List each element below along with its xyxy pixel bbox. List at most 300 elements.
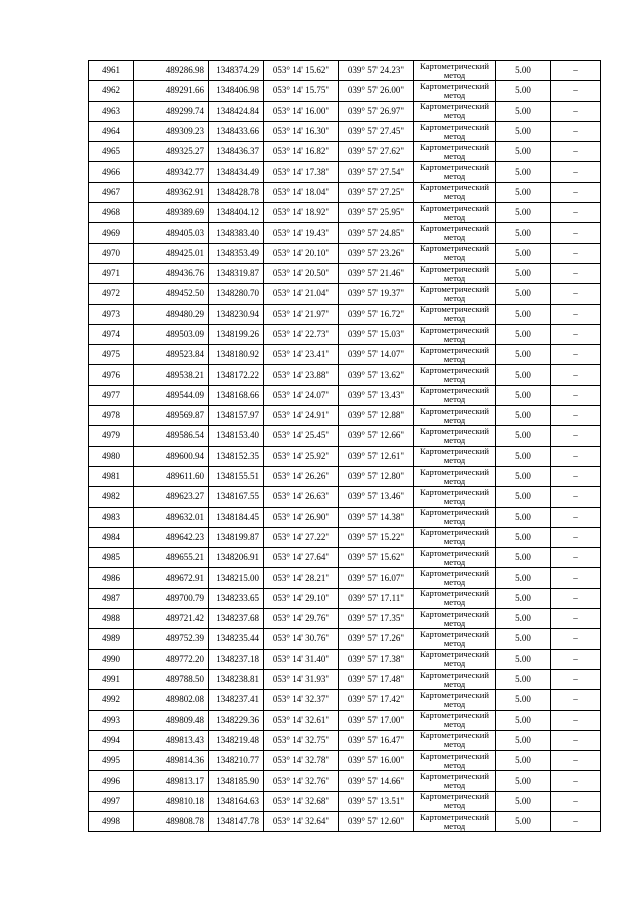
method-cell: Картометрический метод [414,527,496,547]
precision-cell: 5.00 [496,669,551,689]
y-coordinate-cell: 1348184.45 [209,507,264,527]
longitude-cell: 039° 57' 24.23" [339,61,414,81]
longitude-cell: 039° 57' 21.46" [339,263,414,283]
latitude-cell: 053° 14' 30.76" [264,629,339,649]
table-row [89,406,601,426]
longitude-cell: 039° 57' 13.62" [339,365,414,385]
table-row [89,365,601,385]
method-cell: Картометрический метод [414,466,496,486]
method-cell: Картометрический метод [414,446,496,466]
method-cell: Картометрический метод [414,771,496,791]
table-row [89,588,601,608]
x-coordinate-cell: 489810.18 [134,791,209,811]
method-cell: Картометрический метод [414,426,496,446]
method-cell: Картометрический метод [414,690,496,710]
y-coordinate-cell: 1348167.55 [209,487,264,507]
x-coordinate-cell: 489721.42 [134,609,209,629]
y-coordinate-cell: 1348147.78 [209,811,264,831]
table-row [89,304,601,324]
note-cell: – [551,568,601,588]
y-coordinate-cell: 1348374.29 [209,61,264,81]
method-cell: Картометрический метод [414,182,496,202]
note-cell: – [551,203,601,223]
y-coordinate-cell: 1348428.78 [209,182,264,202]
longitude-cell: 039° 57' 19.37" [339,284,414,304]
note-cell: – [551,629,601,649]
table-row [89,446,601,466]
note-cell: – [551,243,601,263]
method-cell: Картометрический метод [414,304,496,324]
x-coordinate-cell: 489632.01 [134,507,209,527]
note-cell: – [551,406,601,426]
coordinates-table [88,60,601,832]
note-cell: – [551,385,601,405]
precision-cell: 5.00 [496,324,551,344]
method-cell: Картометрический метод [414,669,496,689]
method-cell: Картометрический метод [414,81,496,101]
note-cell: – [551,771,601,791]
latitude-cell: 053° 14' 29.10" [264,588,339,608]
precision-cell: 5.00 [496,263,551,283]
latitude-cell: 053° 14' 16.82" [264,142,339,162]
longitude-cell: 039° 57' 13.46" [339,487,414,507]
precision-cell: 5.00 [496,203,551,223]
note-cell: – [551,548,601,568]
point-number-cell: 4975 [89,345,134,365]
table-row [89,182,601,202]
latitude-cell: 053° 14' 18.92" [264,203,339,223]
point-number-cell: 4986 [89,568,134,588]
table-row [89,81,601,101]
note-cell: – [551,466,601,486]
point-number-cell: 4963 [89,101,134,121]
method-cell: Картометрический метод [414,162,496,182]
y-coordinate-cell: 1348215.00 [209,568,264,588]
longitude-cell: 039° 57' 27.45" [339,121,414,141]
note-cell: – [551,182,601,202]
method-cell: Картометрический метод [414,710,496,730]
table-row [89,507,601,527]
point-number-cell: 4997 [89,791,134,811]
longitude-cell: 039° 57' 13.43" [339,385,414,405]
x-coordinate-cell: 489611.60 [134,466,209,486]
note-cell: – [551,669,601,689]
note-cell: – [551,121,601,141]
latitude-cell: 053° 14' 15.62" [264,61,339,81]
table-row [89,690,601,710]
precision-cell: 5.00 [496,223,551,243]
x-coordinate-cell: 489600.94 [134,446,209,466]
x-coordinate-cell: 489700.79 [134,588,209,608]
table-row [89,791,601,811]
table-row [89,730,601,750]
y-coordinate-cell: 1348237.18 [209,649,264,669]
longitude-cell: 039° 57' 17.00" [339,710,414,730]
method-cell: Картометрический метод [414,324,496,344]
longitude-cell: 039° 57' 12.88" [339,406,414,426]
method-cell: Картометрический метод [414,284,496,304]
y-coordinate-cell: 1348383.40 [209,223,264,243]
table-row [89,61,601,81]
point-number-cell: 4972 [89,284,134,304]
longitude-cell: 039° 57' 16.07" [339,568,414,588]
note-cell: – [551,162,601,182]
point-number-cell: 4976 [89,365,134,385]
x-coordinate-cell: 489299.74 [134,101,209,121]
y-coordinate-cell: 1348433.66 [209,121,264,141]
method-cell: Картометрический метод [414,548,496,568]
longitude-cell: 039° 57' 27.62" [339,142,414,162]
note-cell: – [551,324,601,344]
y-coordinate-cell: 1348206.91 [209,548,264,568]
y-coordinate-cell: 1348238.81 [209,669,264,689]
point-number-cell: 4973 [89,304,134,324]
y-coordinate-cell: 1348235.44 [209,629,264,649]
x-coordinate-cell: 489425.01 [134,243,209,263]
point-number-cell: 4962 [89,81,134,101]
point-number-cell: 4985 [89,548,134,568]
table-row [89,710,601,730]
latitude-cell: 053° 14' 16.30" [264,121,339,141]
table-row [89,568,601,588]
x-coordinate-cell: 489808.78 [134,811,209,831]
latitude-cell: 053° 14' 32.61" [264,710,339,730]
precision-cell: 5.00 [496,101,551,121]
latitude-cell: 053° 14' 32.75" [264,730,339,750]
longitude-cell: 039° 57' 16.72" [339,304,414,324]
y-coordinate-cell: 1348424.84 [209,101,264,121]
x-coordinate-cell: 489342.77 [134,162,209,182]
point-number-cell: 4990 [89,649,134,669]
point-number-cell: 4965 [89,142,134,162]
longitude-cell: 039° 57' 14.38" [339,507,414,527]
method-cell: Картометрический метод [414,609,496,629]
note-cell: – [551,365,601,385]
longitude-cell: 039° 57' 12.66" [339,426,414,446]
table-row [89,548,601,568]
note-cell: – [551,609,601,629]
x-coordinate-cell: 489480.29 [134,304,209,324]
longitude-cell: 039° 57' 26.97" [339,101,414,121]
x-coordinate-cell: 489813.17 [134,771,209,791]
y-coordinate-cell: 1348164.63 [209,791,264,811]
point-number-cell: 4987 [89,588,134,608]
table-row [89,162,601,182]
longitude-cell: 039° 57' 25.95" [339,203,414,223]
precision-cell: 5.00 [496,507,551,527]
method-cell: Картометрический метод [414,507,496,527]
x-coordinate-cell: 489642.23 [134,527,209,547]
x-coordinate-cell: 489813.43 [134,730,209,750]
precision-cell: 5.00 [496,588,551,608]
longitude-cell: 039° 57' 17.42" [339,690,414,710]
point-number-cell: 4989 [89,629,134,649]
note-cell: – [551,487,601,507]
x-coordinate-cell: 489586.54 [134,426,209,446]
precision-cell: 5.00 [496,710,551,730]
longitude-cell: 039° 57' 13.51" [339,791,414,811]
longitude-cell: 039° 57' 17.38" [339,649,414,669]
x-coordinate-cell: 489405.03 [134,223,209,243]
method-cell: Картометрический метод [414,263,496,283]
longitude-cell: 039° 57' 16.47" [339,730,414,750]
x-coordinate-cell: 489538.21 [134,365,209,385]
precision-cell: 5.00 [496,527,551,547]
longitude-cell: 039° 57' 12.80" [339,466,414,486]
longitude-cell: 039° 57' 23.26" [339,243,414,263]
point-number-cell: 4966 [89,162,134,182]
latitude-cell: 053° 14' 27.64" [264,548,339,568]
precision-cell: 5.00 [496,466,551,486]
y-coordinate-cell: 1348353.49 [209,243,264,263]
x-coordinate-cell: 489569.87 [134,406,209,426]
longitude-cell: 039° 57' 12.60" [339,811,414,831]
y-coordinate-cell: 1348199.87 [209,527,264,547]
y-coordinate-cell: 1348280.70 [209,284,264,304]
latitude-cell: 053° 14' 28.21" [264,568,339,588]
note-cell: – [551,61,601,81]
precision-cell: 5.00 [496,609,551,629]
precision-cell: 5.00 [496,61,551,81]
table-row [89,243,601,263]
point-number-cell: 4961 [89,61,134,81]
point-number-cell: 4980 [89,446,134,466]
precision-cell: 5.00 [496,426,551,446]
table-row [89,121,601,141]
table-row [89,426,601,446]
point-number-cell: 4992 [89,690,134,710]
point-number-cell: 4974 [89,324,134,344]
longitude-cell: 039° 57' 27.25" [339,182,414,202]
x-coordinate-cell: 489802.08 [134,690,209,710]
point-number-cell: 4970 [89,243,134,263]
precision-cell: 5.00 [496,751,551,771]
table-row [89,811,601,831]
note-cell: – [551,101,601,121]
latitude-cell: 053° 14' 32.68" [264,791,339,811]
y-coordinate-cell: 1348436.37 [209,142,264,162]
point-number-cell: 4971 [89,263,134,283]
point-number-cell: 4978 [89,406,134,426]
point-number-cell: 4977 [89,385,134,405]
note-cell: – [551,284,601,304]
x-coordinate-cell: 489452.50 [134,284,209,304]
y-coordinate-cell: 1348168.66 [209,385,264,405]
note-cell: – [551,649,601,669]
x-coordinate-cell: 489523.84 [134,345,209,365]
point-number-cell: 4968 [89,203,134,223]
table-row [89,669,601,689]
point-number-cell: 4982 [89,487,134,507]
point-number-cell: 4996 [89,771,134,791]
latitude-cell: 053° 14' 21.97" [264,304,339,324]
method-cell: Картометрический метод [414,730,496,750]
x-coordinate-cell: 489503.09 [134,324,209,344]
method-cell: Картометрический метод [414,588,496,608]
y-coordinate-cell: 1348180.92 [209,345,264,365]
latitude-cell: 053° 14' 20.50" [264,263,339,283]
table-row [89,487,601,507]
longitude-cell: 039° 57' 17.11" [339,588,414,608]
latitude-cell: 053° 14' 23.88" [264,365,339,385]
table-row [89,466,601,486]
precision-cell: 5.00 [496,345,551,365]
note-cell: – [551,751,601,771]
latitude-cell: 053° 14' 31.40" [264,649,339,669]
method-cell: Картометрический метод [414,101,496,121]
precision-cell: 5.00 [496,385,551,405]
precision-cell: 5.00 [496,730,551,750]
latitude-cell: 053° 14' 24.91" [264,406,339,426]
precision-cell: 5.00 [496,487,551,507]
y-coordinate-cell: 1348199.26 [209,324,264,344]
method-cell: Картометрический метод [414,345,496,365]
y-coordinate-cell: 1348237.68 [209,609,264,629]
precision-cell: 5.00 [496,304,551,324]
longitude-cell: 039° 57' 14.07" [339,345,414,365]
latitude-cell: 053° 14' 25.92" [264,446,339,466]
latitude-cell: 053° 14' 32.64" [264,811,339,831]
note-cell: – [551,345,601,365]
table-row [89,142,601,162]
method-cell: Картометрический метод [414,223,496,243]
precision-cell: 5.00 [496,771,551,791]
precision-cell: 5.00 [496,548,551,568]
latitude-cell: 053° 14' 27.22" [264,527,339,547]
note-cell: – [551,426,601,446]
x-coordinate-cell: 489788.50 [134,669,209,689]
table-row [89,771,601,791]
longitude-cell: 039° 57' 26.00" [339,81,414,101]
x-coordinate-cell: 489655.21 [134,548,209,568]
y-coordinate-cell: 1348237.41 [209,690,264,710]
y-coordinate-cell: 1348319.87 [209,263,264,283]
note-cell: – [551,690,601,710]
method-cell: Картометрический метод [414,121,496,141]
precision-cell: 5.00 [496,791,551,811]
latitude-cell: 053° 14' 20.10" [264,243,339,263]
latitude-cell: 053° 14' 21.04" [264,284,339,304]
longitude-cell: 039° 57' 15.03" [339,324,414,344]
y-coordinate-cell: 1348155.51 [209,466,264,486]
table-row [89,345,601,365]
method-cell: Картометрический метод [414,61,496,81]
latitude-cell: 053° 14' 16.00" [264,101,339,121]
point-number-cell: 4995 [89,751,134,771]
note-cell: – [551,527,601,547]
table-row [89,324,601,344]
table-row [89,284,601,304]
precision-cell: 5.00 [496,81,551,101]
latitude-cell: 053° 14' 26.90" [264,507,339,527]
latitude-cell: 053° 14' 15.75" [264,81,339,101]
y-coordinate-cell: 1348153.40 [209,426,264,446]
latitude-cell: 053° 14' 32.37" [264,690,339,710]
point-number-cell: 4983 [89,507,134,527]
latitude-cell: 053° 14' 32.78" [264,751,339,771]
longitude-cell: 039° 57' 12.61" [339,446,414,466]
method-cell: Картометрический метод [414,406,496,426]
point-number-cell: 4988 [89,609,134,629]
method-cell: Картометрический метод [414,568,496,588]
x-coordinate-cell: 489389.69 [134,203,209,223]
note-cell: – [551,811,601,831]
y-coordinate-cell: 1348434.49 [209,162,264,182]
note-cell: – [551,142,601,162]
method-cell: Картометрический метод [414,649,496,669]
point-number-cell: 4984 [89,527,134,547]
y-coordinate-cell: 1348230.94 [209,304,264,324]
precision-cell: 5.00 [496,365,551,385]
x-coordinate-cell: 489672.91 [134,568,209,588]
table-row [89,223,601,243]
table-row [89,385,601,405]
note-cell: – [551,223,601,243]
precision-cell: 5.00 [496,568,551,588]
x-coordinate-cell: 489814.36 [134,751,209,771]
y-coordinate-cell: 1348185.90 [209,771,264,791]
x-coordinate-cell: 489623.27 [134,487,209,507]
note-cell: – [551,710,601,730]
y-coordinate-cell: 1348152.35 [209,446,264,466]
point-number-cell: 4991 [89,669,134,689]
precision-cell: 5.00 [496,629,551,649]
point-number-cell: 4998 [89,811,134,831]
latitude-cell: 053° 14' 22.73" [264,324,339,344]
latitude-cell: 053° 14' 25.45" [264,426,339,446]
note-cell: – [551,791,601,811]
latitude-cell: 053° 14' 19.43" [264,223,339,243]
x-coordinate-cell: 489752.39 [134,629,209,649]
y-coordinate-cell: 1348210.77 [209,751,264,771]
x-coordinate-cell: 489291.66 [134,81,209,101]
precision-cell: 5.00 [496,446,551,466]
longitude-cell: 039° 57' 17.35" [339,609,414,629]
table-row [89,629,601,649]
longitude-cell: 039° 57' 27.54" [339,162,414,182]
table-row [89,203,601,223]
y-coordinate-cell: 1348219.48 [209,730,264,750]
note-cell: – [551,507,601,527]
longitude-cell: 039° 57' 15.62" [339,548,414,568]
longitude-cell: 039° 57' 14.66" [339,771,414,791]
latitude-cell: 053° 14' 18.04" [264,182,339,202]
method-cell: Картометрический метод [414,629,496,649]
method-cell: Картометрический метод [414,385,496,405]
note-cell: – [551,263,601,283]
point-number-cell: 4964 [89,121,134,141]
latitude-cell: 053° 14' 23.41" [264,345,339,365]
y-coordinate-cell: 1348404.12 [209,203,264,223]
x-coordinate-cell: 489436.76 [134,263,209,283]
method-cell: Картометрический метод [414,811,496,831]
precision-cell: 5.00 [496,142,551,162]
table-row [89,263,601,283]
table-row [89,609,601,629]
precision-cell: 5.00 [496,162,551,182]
y-coordinate-cell: 1348233.65 [209,588,264,608]
precision-cell: 5.00 [496,243,551,263]
y-coordinate-cell: 1348229.36 [209,710,264,730]
table-body [89,61,601,832]
longitude-cell: 039° 57' 15.22" [339,527,414,547]
note-cell: – [551,588,601,608]
method-cell: Картометрический метод [414,142,496,162]
longitude-cell: 039° 57' 17.48" [339,669,414,689]
precision-cell: 5.00 [496,649,551,669]
method-cell: Картометрический метод [414,365,496,385]
x-coordinate-cell: 489809.48 [134,710,209,730]
